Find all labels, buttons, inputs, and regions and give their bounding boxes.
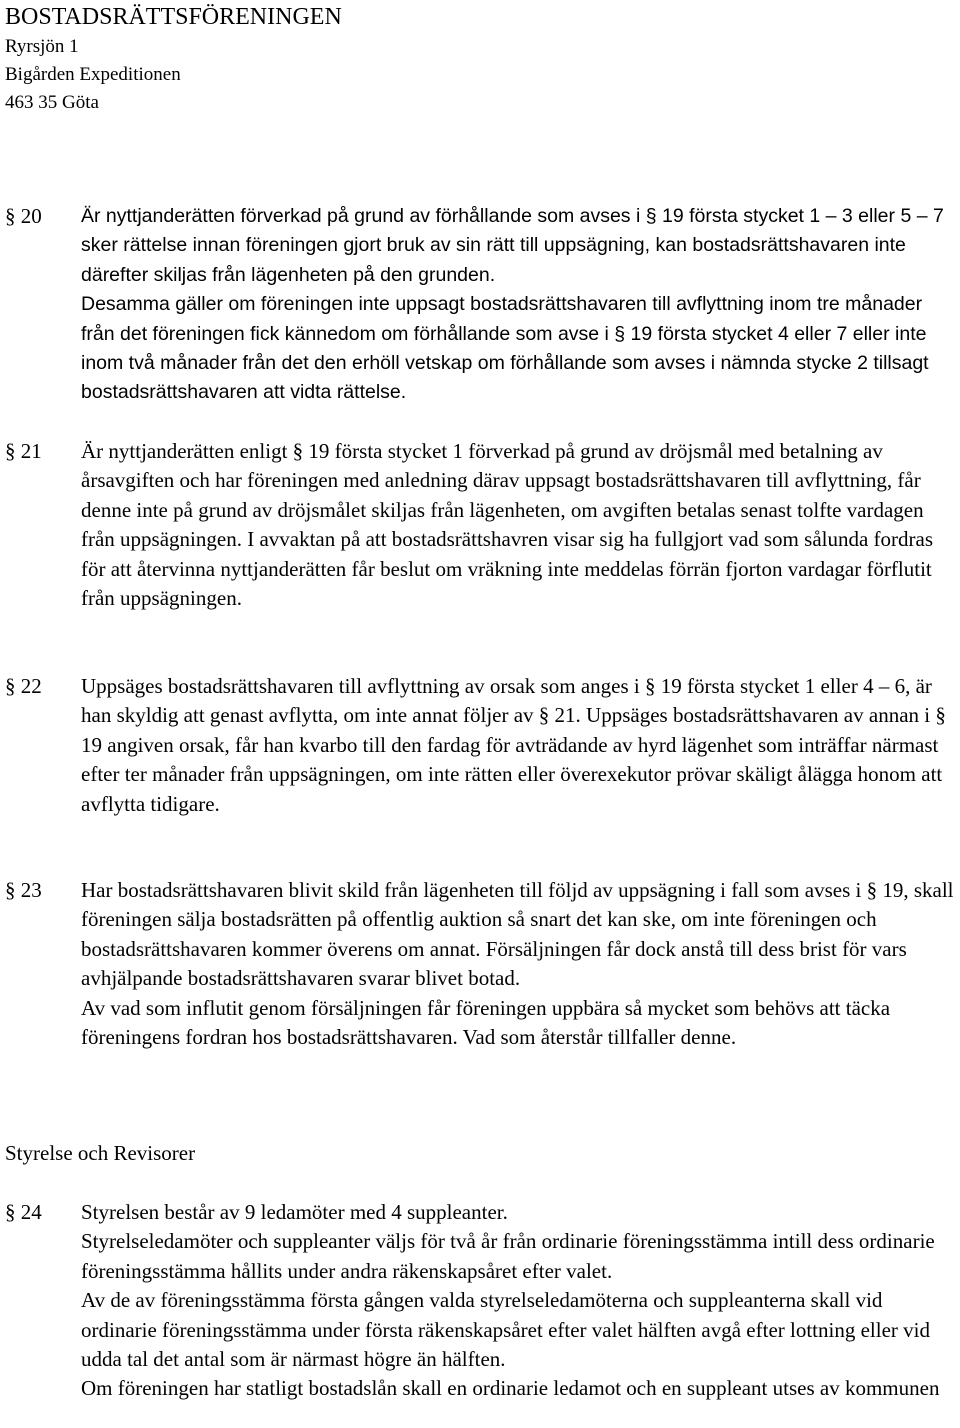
paragraph: Desamma gäller om föreningen inte uppsagt bostadsrättshavaren till avflyttning inom tre månader från det föreningen fick kännedom om förhållande som avse i § 19 första stycket 4 eller 7 eller inte inom två månader från det den erhöll vetskap om förhållande som avses i nämnda stycke 2 tillsagt bostadsrättshavaren att vidta rättelse. [81,293,929,404]
section-body [81,1198,960,1404]
section-number: § 23 [5,878,42,902]
section-body [81,437,960,613]
address-line-1: Ryrsjön 1 [5,36,79,57]
paragraph: Uppsäges bostadsrättshavaren till avflyttning av orsak som anges i § 19 första stycket 1 eller 4 – 6, är han skyldig att genast avflytta, om inte annat följer av § 21. Uppsäges bostadsrättshavaren av annan i § 19 angiven orsak, får han kvarbo till den fardag för avträdande av hyrd lägenhet som inträffar närmast efter ter månader från uppsägningen, om inte rätten eller överexekutor prövar skäligt ålägga honom att avflytta tidigare. [81,674,946,816]
paragraph: Är nyttjanderätten enligt § 19 första stycket 1 förverkad på grund av dröjsmål med betalning av årsavgiften och har föreningen med anledning därav uppsagt bostadsrättshavaren till avflyttning, får denne inte på grund av dröjsmålet skiljas från lägenheten, om avgiften betalas senast tolfte vardagen från uppsägningen. I avvaktan på att bostadsrättshavren visar sig ha fullgjort vad som sålunda fordras för att återvinna nyttjanderätten får beslut om vräkning inte meddelas förrän fjorton vardagar förflutit från uppsägningen. [81,439,934,611]
section-heading: Styrelse och Revisorer [5,1141,196,1165]
address-line-3: 463 35 Göta [5,92,99,113]
paragraph: Styrelsen består av 9 ledamöter med 4 suppleanter. [81,1200,508,1224]
paragraph: Har bostadsrättshavaren blivit skild från lägenheten till följd av uppsägning i fall som avses i § 19, skall föreningen sälja bostadsrätten på offentlig auktion så snart det kan ske, om inte föreningen och bostadsrättshavaren kommer överens om annat. Försäljningen får dock anstå till dess brist för vars avhjälpande bostadsrättshavaren svarar blivet botad. [81,878,954,991]
document-header [5,2,342,117]
section-number: § 24 [5,1200,42,1224]
address-line-2: Bigården Expeditionen [5,64,181,85]
section-body [81,672,960,819]
paragraph: Av vad som influtit genom försäljningen får föreningen uppbära så mycket som behövs att täcka föreningens fordran hos bostadsrättshavaren. Vad som återstår tillfaller denne. [81,995,891,1050]
section-number: § 20 [5,204,42,228]
section-number: § 22 [5,674,42,698]
organization-name: BOSTADSRÄTTSFÖRENINGEN [5,4,342,30]
section-body [81,202,960,408]
section-body [81,876,960,1052]
paragraph: Av de av föreningsstämma första gången valda styrelseledamöterna och suppleanterna skall vid ordinarie föreningsstämma under första räkenskapsåret efter valet hälften avgå efter lottning eller vid udda tal det antal som är närmast högre än hälften. [81,1288,930,1372]
paragraph: Styrelseledamöter och suppleanter väljs för två år från ordinarie föreningsstämma intill dess ordinarie föreningsstämma hållits under andra räkenskapsåret efter valet. [81,1229,935,1283]
section-number: § 21 [5,439,42,463]
paragraph: Om föreningen har statligt bostadslån skall en ordinarie ledamot och en suppleant utses av kommunen [81,1376,940,1401]
paragraph: Är nyttjanderätten förverkad på grund av förhållande som avses i § 19 första stycket 1 – 3 eller 5 – 7 sker rättelse innan föreningen gjort bruk av sin rätt till uppsägning, kan bostadsrättshavaren inte därefter skiljas från lägenheten på den grunden. [81,205,944,286]
